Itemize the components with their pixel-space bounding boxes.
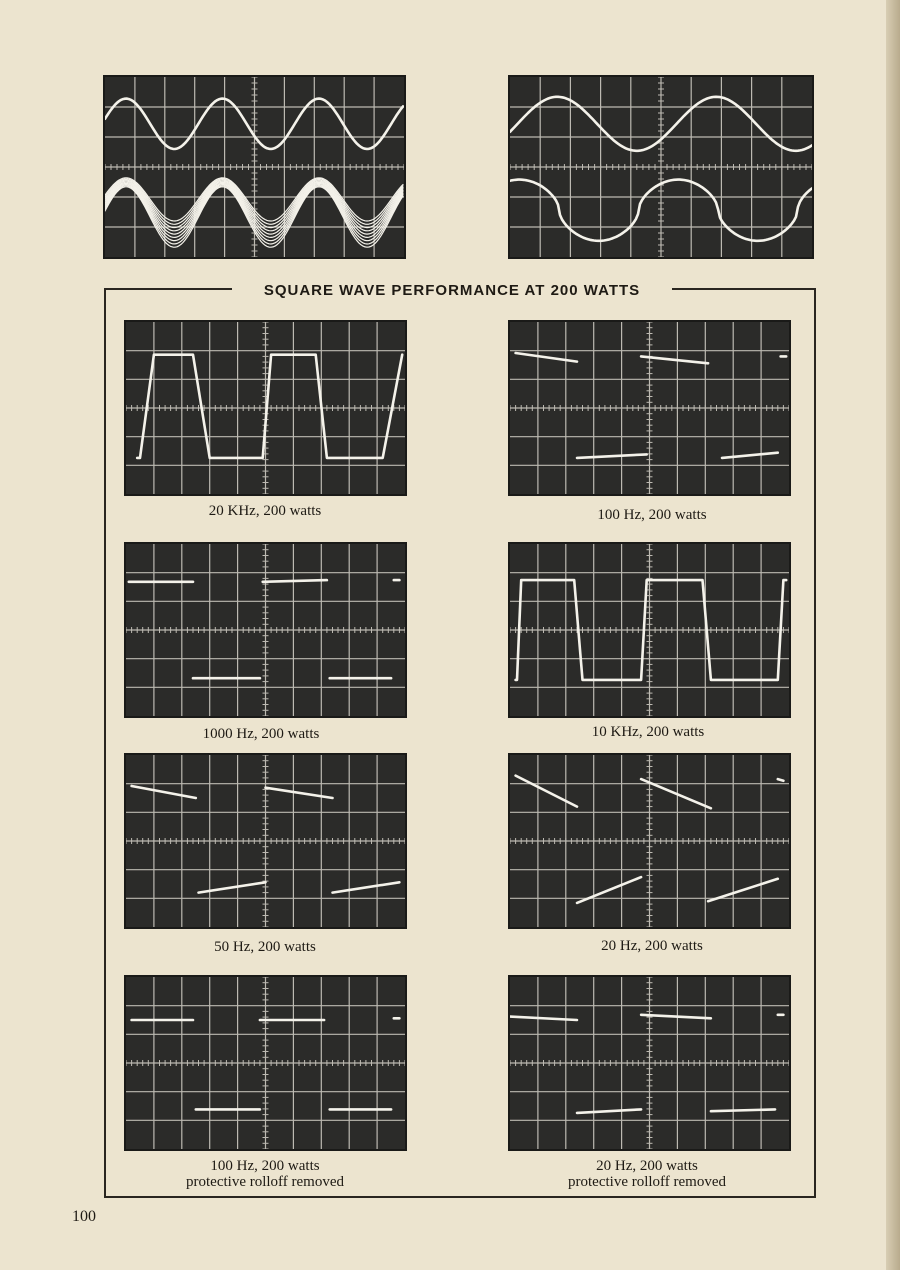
scope-1000hz (124, 542, 407, 718)
caption-1000hz: 1000 Hz, 200 watts (202, 726, 320, 742)
scope-50hz (124, 753, 407, 929)
scope-screen (126, 755, 405, 927)
caption-10khz: 10 KHz, 200 watts (591, 724, 705, 740)
waveform-trace-segment (577, 1109, 641, 1113)
waveform-trace-segment (641, 1015, 711, 1019)
waveform-trace-segment (263, 580, 327, 582)
waveform-trace-segment (266, 788, 333, 798)
waveform-trace-segment (333, 882, 400, 892)
scope-20khz (124, 320, 407, 496)
scope-screen (510, 77, 812, 257)
waveform-trace-segment (516, 776, 577, 807)
waveform-trace-segment (722, 453, 778, 458)
waveform-trace-segment (577, 877, 641, 903)
sine-scope-left (103, 75, 406, 259)
scope-screen (105, 77, 404, 257)
page-number: 100 (72, 1208, 96, 1225)
waveform-trace-segment (199, 882, 266, 892)
section-title: SQUARE WAVE PERFORMANCE AT 200 WATTS (232, 281, 672, 301)
scope-screen (510, 977, 789, 1149)
scope-screen (126, 977, 405, 1149)
caption-100hz-rolloff-removed: 100 Hz, 200 watts protective rolloff removed (186, 1158, 344, 1190)
scope-20hz-rolloff-removed (508, 975, 791, 1151)
sine-scope-right (508, 75, 814, 259)
scope-100hz (508, 320, 791, 496)
scope-screen (510, 322, 789, 494)
caption-50hz: 50 Hz, 200 watts (214, 939, 316, 955)
scope-100hz-rolloff-removed (124, 975, 407, 1151)
scope-screen (510, 755, 789, 927)
caption-20khz: 20 KHz, 200 watts (208, 503, 322, 519)
scope-screen (126, 322, 405, 494)
page-edge (886, 0, 900, 1270)
waveform-trace-segment (510, 1017, 577, 1020)
waveform-trace-segment (778, 779, 784, 781)
waveform-trace-segment (516, 353, 577, 362)
waveform-trace-segment (577, 454, 647, 458)
scope-screen (126, 544, 405, 716)
caption-20hz: 20 Hz, 200 watts (601, 938, 703, 954)
waveform-trace-segment (711, 1109, 775, 1111)
scope-10khz (508, 542, 791, 718)
scope-20hz (508, 753, 791, 929)
square-trace (137, 355, 402, 458)
scope-screen (510, 544, 789, 716)
caption-20hz-rolloff-removed: 20 Hz, 200 watts protective rolloff removed (568, 1158, 726, 1190)
caption-100hz: 100 Hz, 200 watts (597, 507, 707, 523)
waveform-trace-segment (132, 786, 196, 798)
